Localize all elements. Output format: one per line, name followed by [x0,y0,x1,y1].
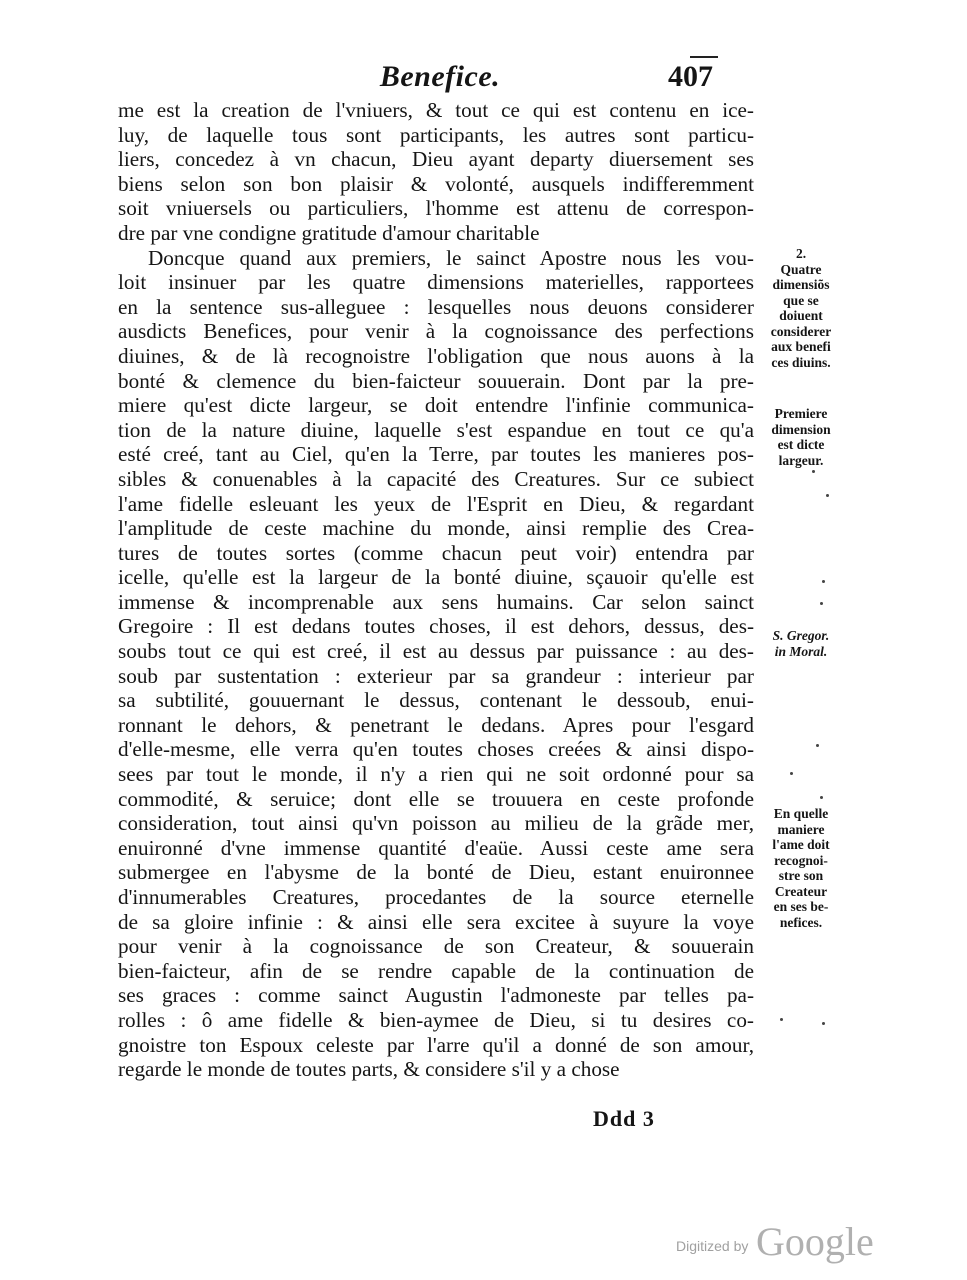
text-line: luy, de laquelle tous sont participants, les autres sont particu- [118,122,754,147]
text-line: tures de toutes sortes (comme chacun peut voir) entendra par [118,540,754,565]
margin-note-line: Quatre [780,261,822,277]
margin-note-line: En quelle [773,806,829,821]
text-line: Doncque quand aux premiers, le sainct Apostre nous les vou- [148,245,754,270]
ink-speck [790,772,793,775]
margin-note-line: maniere [777,821,825,837]
margin-note-line: Createur [774,883,828,899]
margin-note-how-soul-recognizes [758,806,844,930]
header-rule [690,56,718,58]
margin-note-line: doiuent [779,308,823,323]
margin-note-line: dimension [771,421,831,437]
text-line: sees par tout le monde, il n'y a rien qui ne soit ordonné pour sa [118,762,754,787]
margin-note-line: in Moral. [774,643,828,659]
text-line: Gregoire : Il est dedans toutes choses, il est dehors, dessus, des- [118,614,754,639]
text-line: bien-faicteur, afin de se rendre capable de la continuation de [118,958,754,983]
text-line: loit insinuer par les quatre dimensions materielles, rapportees [118,270,754,295]
margin-note-line: dimensiõs [772,277,830,292]
text-line: d'innumerables Creatures, procedantes de la source eternelle [118,885,754,909]
ink-speck [820,602,823,605]
text-line: tion de la nature diuine, laquelle s'est espandue en tout ce qu'a [118,417,754,442]
text-line: miere qu'est dicte largeur, se doit entendre l'infinie communica- [118,393,754,418]
text-line: sa subtilité, gouuernant le dessus, contenant le dessoub, enui- [118,688,754,713]
text-line: d'elle-mesme, elle verra qu'en toutes choses creées & ainsi dispo- [118,737,754,762]
margin-note-first-dimension [758,406,844,468]
text-line: ses graces : comme sainct Augustin l'admoneste par telles pa- [118,983,754,1008]
ink-speck [780,1018,783,1021]
margin-note-line: que se [783,292,819,308]
ink-speck [822,580,825,583]
text-line: pour venir à la cognoissance de son Createur, & souuerain [118,934,754,959]
text-line: consideration, tout ainsi qu'vn poisson au milieu de la grãde mer, [118,811,754,836]
text-line: gnoistre ton Espoux celeste par l'arre qu'il a donné de son amour, [118,1032,754,1057]
text-line: esté creé, tant au Ciel, qu'en la Terre, par toutes les manieres pos- [118,442,754,467]
margin-note-line: S. Gregor. [772,628,830,643]
text-line: sibles & conuenables à la capacité des Creatures. Sur ce subiect [118,466,754,491]
digitized-by-label: Digitized by [676,1238,749,1254]
margin-note-line: l'ame doit [772,837,830,852]
text-line: biens selon son bon plaisir & volonté, ausquels indifferemment [118,171,754,196]
margin-note-four-dimensions [758,246,844,370]
margin-note-line: Premiere [774,406,828,421]
text-line: enuironné d'vne immense quantité d'eaüe. Aussi ceste ame sera [118,835,754,860]
text-line: liers, concedez à vn chacun, Dieu ayant departy diuersement ses [118,147,754,172]
text-line: soit vniuersels ou particuliers, l'homme est attenu de correspon- [118,196,754,221]
text-line: bonté & clemence du bien-faicteur souuerain. Dont par la pre- [118,368,754,393]
digitized-by-google-watermark [676,1218,938,1268]
margin-note-line: est dicte [777,437,825,452]
margin-note-line: recognoi- [774,852,828,868]
text-line: soubs tout ce qui est creé, il est au dessus par puissance : au des- [118,639,754,664]
margin-note-line: nefices. [779,914,823,930]
margin-note-line: considerer [770,323,832,339]
ink-speck [812,470,815,473]
margin-note-line: ces diuins. [771,354,831,370]
text-line: ausdicts Benefices, pour venir à la cognoissance des perfections [118,319,754,344]
body-text [118,98,754,1082]
margin-note-line: stre son [778,868,824,883]
text-line: de sa gloire infinie : & ainsi elle sera excitee à suyure la voye [118,909,754,934]
margin-note-line: 2. [795,246,807,261]
text-line: l'ame fidelle esleuant les yeux de l'Esprit en Dieu, & regardant [118,491,754,516]
margin-note-gregory-citation [758,628,844,659]
ink-speck [820,796,823,799]
text-line: dre par vne condigne gratitude d'amour charitable [118,220,540,245]
margin-note-line: aux benefi [771,339,831,354]
text-line: rolles : ô ame fidelle & bien-aymee de Dieu, si tu desires co- [118,1007,754,1032]
text-line: soub par sustentation : exterieur par sa grandeur : interieur par [118,663,754,688]
ink-speck [822,1022,825,1025]
text-line: diuines, & de là recognoistre l'obligation que nous auons à la [118,343,754,368]
text-line: immense & incomprenable aux sens humains. Car selon sainct [118,589,754,614]
text-line: commodité, & seruice; dont elle se trouuera en ceste profonde [118,786,754,811]
text-line: regarde le monde de toutes parts, & considere s'il y a chose [118,1057,620,1082]
running-head-title: Benefice. [379,60,501,93]
ink-speck [826,494,829,497]
text-line: icelle, qu'elle est la largeur de la bonté diuine, sçauoir qu'elle est [118,565,754,590]
signature-mark: Ddd 3 [593,1106,655,1131]
text-line: ronnant le dehors, & penetrant le dedans. Apres pour l'esgard [118,712,754,737]
margin-note-line: en ses be- [773,899,829,914]
text-line: submergee en l'abysme de la bonté de Dieu, estant enuironnee [118,860,754,885]
google-logo: Google [756,1219,874,1264]
margin-note-line: largeur. [778,452,824,468]
ink-speck [816,744,819,747]
text-line: l'amplitude de ceste machine du monde, ainsi remplie des Crea- [118,516,754,541]
page-number: 407 [668,60,713,93]
text-line: me est la creation de l'vniuers, & tout ce qui est contenu en ice- [118,98,754,122]
text-line: en la sentence sus-alleguee : lesquelles nous deuons considerer [118,294,754,319]
